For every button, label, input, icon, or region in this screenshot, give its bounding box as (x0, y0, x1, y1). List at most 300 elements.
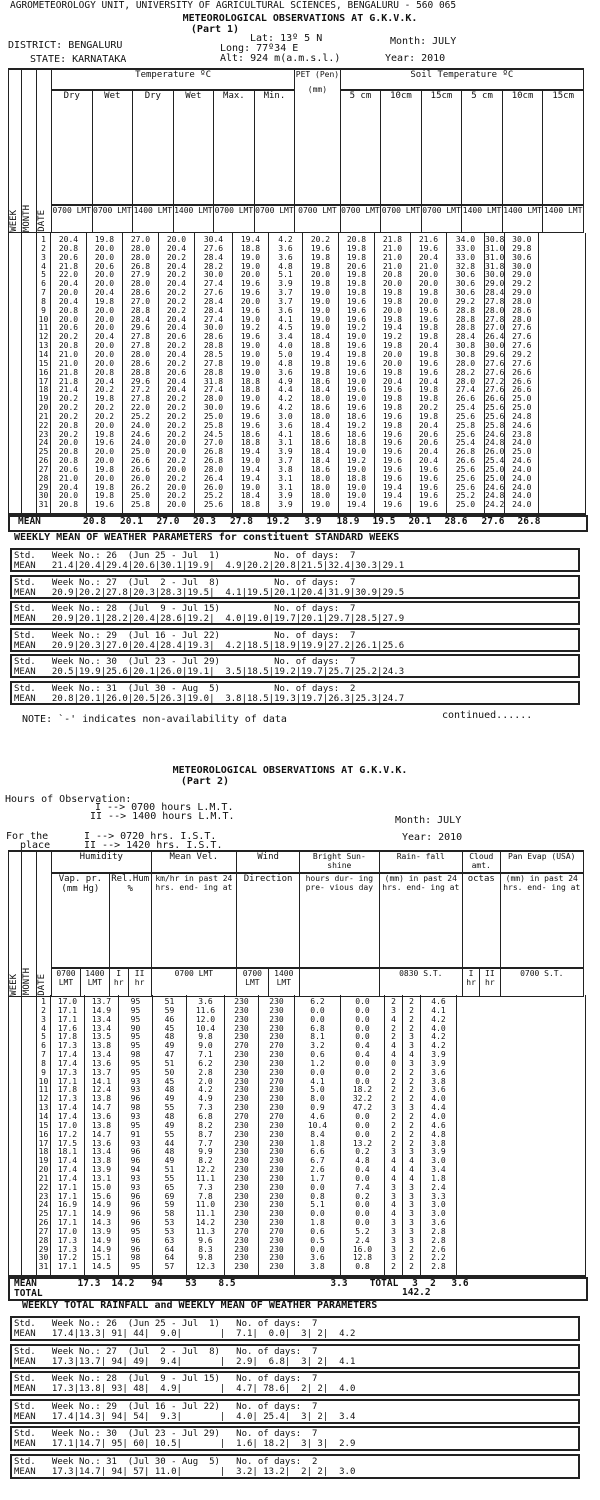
data-cell: 30.6 (455, 279, 476, 289)
data-cell: 16.9 (57, 1200, 78, 1210)
part1-header-table (8, 68, 584, 233)
data-cell: 20.4 (418, 456, 439, 466)
data-cell: 3 (409, 1058, 414, 1068)
data-cell: 31 (38, 1262, 49, 1272)
data-cell: 0.2 (355, 1191, 370, 1201)
data-cell: 5.2 (355, 1226, 370, 1236)
data-cell: 19.8 (418, 349, 439, 359)
part2-mean-row (8, 1277, 588, 1301)
data-cell: 25.0 (130, 491, 151, 501)
data-cell: 19.6 (310, 243, 331, 253)
data-cell: 25.0 (485, 473, 505, 483)
data-cell: 16 (38, 1129, 49, 1139)
data-cell: 28.0 (203, 464, 224, 474)
data-cell: 30.0 (203, 323, 224, 333)
data-cell: 4 (391, 1041, 396, 1051)
data-cell: 14 (38, 1111, 49, 1121)
date-col-header: DATE (37, 973, 47, 996)
data-cell: 18.6 (310, 438, 331, 448)
data-cell: 3.0 (431, 1200, 446, 1210)
data-cell: 2 (409, 1005, 414, 1015)
data-cell: 0.0 (355, 1076, 370, 1086)
part1-mean-row (8, 515, 588, 532)
data-cell: 30.4 (203, 235, 224, 244)
weekly-block (10, 1426, 580, 1451)
weekly-block (10, 654, 580, 678)
data-cell: 11.3 (195, 1226, 216, 1236)
data-cell: 28.8 (455, 305, 476, 315)
altitude: Alt: 924 m(a.m.s.l.) (220, 53, 341, 64)
date-col (37, 995, 51, 1275)
data-cell: 26 (38, 1218, 49, 1228)
weekly-mean-line: MEAN 20.9|20.2|27.8|20.3|28.3|19.5| 4.1|19.5|20.1|20.4|31.9|30.9|29.5 (14, 587, 405, 598)
data-cell: 49 (164, 1120, 175, 1130)
data-cell: 19.8 (418, 332, 439, 342)
data-cell: 4.4 (431, 1103, 446, 1113)
data-cell: 8.2 (198, 1120, 213, 1130)
part2-col-6 (259, 995, 295, 1275)
data-cell: 21.4 (58, 385, 79, 395)
data-cell: 230 (269, 1218, 284, 1228)
data-cell: 19.4 (240, 447, 261, 457)
data-cell: 27.0 (130, 235, 151, 244)
data-cell: 28.2 (203, 261, 224, 271)
mean-value (280, 1279, 316, 1299)
data-cell: 1.8 (310, 1218, 325, 1228)
data-cell: 3 (409, 1226, 414, 1236)
data-cell: 19.2 (240, 323, 261, 333)
data-cell: 230 (234, 1173, 249, 1183)
data-cell: 95 (130, 1262, 141, 1272)
data-cell: 20.4 (418, 252, 439, 262)
part2-col-1 (85, 995, 119, 1275)
data-cell: 20.0 (94, 420, 115, 430)
data-cell: 30.8 (455, 341, 476, 351)
data-cell: 28.5 (203, 349, 224, 359)
data-cell: 14.5 (91, 1262, 112, 1272)
mean-value: 27.6 (481, 516, 505, 527)
data-cell: 230 (234, 1244, 249, 1254)
rainfall-desc: (mm) in past 24 hrs. end- ing at (379, 873, 462, 968)
data-cell: 2 (409, 1094, 414, 1104)
data-cell: 4.2 (431, 1041, 446, 1051)
data-cell: 28.0 (455, 358, 476, 368)
data-cell: 19.6 (346, 296, 367, 306)
data-cell: 96 (130, 1209, 141, 1219)
data-cell: 4.2 (431, 1014, 446, 1024)
time-header: II hr (128, 968, 151, 996)
data-cell: 4 (391, 1173, 396, 1183)
time-header: 0700 S.T. (500, 968, 583, 996)
data-cell: 18.0 (310, 411, 331, 421)
data-cell: 3.7 (278, 456, 293, 466)
data-cell: 48 (164, 1147, 175, 1157)
data-cell: 93 (130, 1182, 141, 1192)
data-cell: 19.4 (382, 482, 403, 492)
data-cell: 23.8 (512, 429, 532, 439)
data-cell: 2 (409, 1129, 414, 1139)
data-cell: 0.8 (355, 1262, 370, 1272)
data-cell: 3.6 (278, 243, 293, 253)
data-cell: 13.2 (352, 1138, 373, 1148)
data-cell: 230 (269, 1032, 284, 1042)
data-cell: 5.0 (278, 349, 293, 359)
data-cell: 3.6 (278, 420, 293, 430)
data-cell: 3.6 (278, 305, 293, 315)
time-header: 1400 LMT (462, 205, 503, 233)
data-cell: 230 (269, 997, 284, 1006)
pet-header: PET (Pen) (295, 70, 340, 79)
data-cell: 23 (38, 429, 49, 439)
data-cell: 1 (41, 235, 46, 244)
part1-col-11 (447, 233, 485, 513)
data-cell: 20.2 (166, 296, 187, 306)
data-cell: 19.6 (240, 420, 261, 430)
weekly-mean-line: MEAN 17.3|13.7| 94| 49| 9.4| | 2.9| 6.8| 3| 2| 4.1 (14, 1356, 356, 1367)
data-cell: 28.0 (485, 305, 505, 315)
data-cell: 4 (391, 1050, 396, 1060)
data-cell: 27.2 (485, 376, 505, 386)
data-cell: 24.6 (512, 420, 532, 430)
data-cell: 19.6 (346, 314, 367, 324)
data-cell: 20.0 (94, 358, 115, 368)
data-cell: 22 (38, 1182, 49, 1192)
week-col (9, 995, 22, 1275)
data-cell: 0.0 (355, 1120, 370, 1130)
data-cell: 28.0 (512, 296, 532, 306)
data-cell: 4.2 (278, 235, 293, 244)
data-cell: 24.0 (512, 491, 532, 501)
data-cell: 0.0 (355, 1032, 370, 1042)
data-cell: 27.6 (485, 367, 505, 377)
data-cell: 13.7 (91, 1067, 112, 1077)
data-cell: 28.4 (455, 332, 476, 342)
data-cell: 9 (41, 305, 46, 315)
data-cell: 95 (130, 1041, 141, 1051)
data-cell: 26.4 (485, 332, 505, 342)
weekly-header-line: Std. Week No.: 27 (Jul 2 - Jul 8) No. of days: 7 (14, 1346, 318, 1357)
data-cell: 9.8 (198, 1032, 213, 1042)
data-cell: 27.6 (512, 332, 532, 342)
part1-col-5 (233, 233, 269, 513)
data-cell: 48 (164, 1085, 175, 1095)
data-cell: 20.2 (166, 456, 187, 466)
data-cell: 55 (164, 1103, 175, 1113)
data-cell: 2 (409, 1120, 414, 1130)
data-cell: 12 (38, 332, 49, 342)
data-cell: 49 (164, 1156, 175, 1166)
data-cell: 49 (164, 1041, 175, 1051)
data-cell: 95 (130, 997, 141, 1006)
data-cell: 65 (164, 1182, 175, 1192)
year-label: Year: 2010 (385, 53, 446, 64)
data-cell: 19.6 (240, 403, 261, 413)
data-cell: 14.7 (91, 1103, 112, 1113)
data-cell: 13.8 (91, 1094, 112, 1104)
data-cell: 230 (269, 1058, 284, 1068)
data-cell: 26.0 (203, 482, 224, 492)
data-cell: 12.0 (195, 1014, 216, 1024)
data-cell: 9 (41, 1067, 46, 1077)
data-cell: 20.0 (382, 358, 403, 368)
data-cell: 20.8 (346, 235, 367, 244)
data-cell: 26 (38, 456, 49, 466)
weekly-mean-line: MEAN 17.1|14.7| 95| 60| 10.5| | 1.6| 18.2| 3| 3| 2.9 (14, 1439, 356, 1449)
data-cell: 44 (164, 1138, 175, 1148)
data-cell: 17 (38, 376, 49, 386)
data-cell: 25.8 (455, 420, 476, 430)
data-cell: 20.0 (418, 279, 439, 289)
data-cell: 19 (38, 1156, 49, 1166)
part1-means (76, 517, 586, 530)
data-cell: 8.4 (310, 1129, 325, 1139)
data-cell: 19.6 (240, 332, 261, 342)
data-cell: 2 (409, 1076, 414, 1086)
data-cell: 58 (164, 1209, 175, 1219)
data-cell: 2 (391, 1076, 396, 1086)
data-cell: 19.0 (240, 261, 261, 271)
data-cell: 230 (234, 1067, 249, 1077)
data-cell: 47.2 (352, 1103, 373, 1113)
part1-col-12 (505, 233, 539, 513)
data-cell: 5 (41, 270, 46, 280)
data-cell: 24.2 (485, 500, 505, 510)
data-cell: 11.1 (195, 1173, 216, 1183)
data-cell: 20.4 (166, 385, 187, 395)
data-cell: 25 (38, 1209, 49, 1219)
mean-value: 19.2 (266, 516, 290, 527)
data-cell: 20.0 (166, 482, 187, 492)
data-cell: 21.0 (58, 358, 79, 368)
data-cell: 25.0 (455, 500, 476, 510)
data-cell: 3 (409, 1032, 414, 1042)
data-cell: 7.4 (355, 1182, 370, 1192)
data-cell: 230 (269, 1050, 284, 1060)
data-cell: 3.4 (278, 332, 293, 342)
data-cell: 2.8 (431, 1262, 446, 1272)
data-cell: 20.6 (346, 261, 367, 271)
data-cell: 96 (130, 1147, 141, 1157)
data-cell: 230 (234, 1050, 249, 1060)
rainfall-total: 142.2 (402, 1287, 431, 1298)
rainfall-header: Rain- fall (379, 851, 462, 873)
data-cell: 19.4 (382, 491, 403, 501)
soil-temperature-group-header: Soil Temperature ºC (340, 69, 583, 90)
data-cell: 3.3 (431, 1191, 446, 1201)
data-cell: 20.4 (58, 482, 79, 492)
data-cell: 0.0 (310, 1209, 325, 1219)
data-cell: 31.0 (485, 243, 505, 253)
data-cell: 6.7 (310, 1156, 325, 1166)
pan-evap-desc: (mm) in past 24 hrs. end- ing at (500, 873, 583, 968)
data-cell: 18.4 (310, 332, 331, 342)
wind-velocity-desc: km/hr in past 24 hrs. end- ing at (151, 873, 237, 968)
data-cell: 22.0 (58, 270, 79, 280)
data-cell: 20.4 (94, 376, 115, 386)
data-cell: 98 (130, 1103, 141, 1113)
data-cell: 3 (409, 1182, 414, 1192)
data-cell: 25.2 (455, 491, 476, 501)
time-header: 0700 LMT (340, 205, 381, 233)
cloud-amount-header: Cloud amt. (462, 851, 500, 873)
data-cell: 19.6 (382, 473, 403, 483)
hours-obs-2: II --> 1400 hours L.M.T. (90, 811, 235, 822)
relative-humidity-unit: % (127, 884, 133, 894)
data-cell: 28.2 (455, 367, 476, 377)
data-cell: 26.0 (485, 447, 505, 457)
data-cell: 230 (234, 1085, 249, 1095)
data-cell: 19.6 (382, 438, 403, 448)
data-cell: 13.5 (91, 1032, 112, 1042)
data-cell: 19.8 (94, 464, 115, 474)
data-cell: 49 (164, 1094, 175, 1104)
part2-data-body (8, 995, 586, 1277)
data-cell: 3.1 (278, 473, 293, 483)
data-cell: 19.0 (240, 367, 261, 377)
data-cell: 230 (269, 1014, 284, 1024)
data-cell: 26.6 (130, 456, 151, 466)
weekly-block (10, 601, 580, 625)
data-cell: 2 (409, 1138, 414, 1148)
data-cell: 25 (38, 447, 49, 457)
data-cell: 20.8 (58, 243, 79, 253)
data-cell: 17.0 (57, 1120, 78, 1130)
data-cell: 19.8 (94, 235, 115, 244)
data-cell: 18.6 (346, 429, 367, 439)
data-cell: 230 (234, 1076, 249, 1086)
data-cell: 96 (130, 1200, 141, 1210)
data-cell: 3 (391, 1235, 396, 1245)
weekly-block (10, 1344, 580, 1369)
data-cell: 3.1 (278, 482, 293, 492)
data-cell: 270 (269, 1111, 284, 1121)
data-cell: 230 (269, 1156, 284, 1166)
month-col (22, 995, 37, 1275)
data-cell: 24 (38, 1200, 49, 1210)
data-cell: 3.9 (278, 447, 293, 457)
data-cell: 19.8 (346, 243, 367, 253)
data-cell: 19.6 (418, 491, 439, 501)
data-cell: 26.2 (130, 482, 151, 492)
data-cell: 230 (269, 1129, 284, 1139)
time-header: 0700 LMT (151, 968, 237, 996)
data-cell: 19.8 (310, 358, 331, 368)
time-header: I hr (462, 968, 479, 996)
data-cell: 3.6 (278, 367, 293, 377)
data-cell: 5 (41, 1032, 46, 1042)
mean-value: 28.6 (444, 516, 468, 527)
data-cell: 15.1 (91, 1253, 112, 1263)
data-cell: 12 (38, 1094, 49, 1104)
data-cell: 28.6 (203, 332, 224, 342)
data-cell: 17.1 (57, 1209, 78, 1219)
data-cell: 25.8 (130, 500, 151, 510)
part1-col-7 (303, 233, 339, 513)
data-cell: 95 (130, 1067, 141, 1077)
data-cell: 0.2 (355, 1147, 370, 1157)
data-cell: 4.2 (431, 1032, 446, 1042)
data-cell: 30.0 (203, 270, 224, 280)
mean-value: 26.8 (517, 516, 541, 527)
data-cell: 27.0 (203, 438, 224, 448)
note: NOTE: `-' indicates non-availability of data (22, 714, 287, 725)
data-cell: 17.8 (57, 1032, 78, 1042)
data-cell: 20.2 (58, 394, 79, 404)
mean-value: 3.3 (330, 1278, 348, 1289)
data-cell: 3.2 (310, 1041, 325, 1051)
col-header-soil-10cm-pm: 10cm (502, 90, 543, 205)
data-cell: 20.0 (94, 243, 115, 253)
data-cell: 27.4 (203, 279, 224, 289)
data-cell: 26.8 (203, 447, 224, 457)
data-cell: 2 (409, 1067, 414, 1077)
data-cell: 20.2 (166, 411, 187, 421)
data-cell: 5.1 (310, 1200, 325, 1210)
data-cell: 13.6 (91, 1138, 112, 1148)
data-cell: 2 (409, 1014, 414, 1024)
data-cell: 0.8 (310, 1191, 325, 1201)
data-cell: 18.8 (240, 500, 261, 510)
data-cell: 20.2 (166, 305, 187, 315)
data-cell: 28.4 (203, 252, 224, 262)
data-cell: 7.1 (198, 1050, 213, 1060)
data-cell: 12.8 (352, 1253, 373, 1263)
data-cell: 18.6 (310, 429, 331, 439)
continued-label: continued...... (442, 710, 533, 721)
data-cell: 7.3 (198, 1182, 213, 1192)
data-cell: 20.2 (58, 403, 79, 413)
data-cell: 20.0 (418, 296, 439, 306)
data-cell: 24.6 (130, 429, 151, 439)
data-cell: 25.0 (130, 447, 151, 457)
data-cell: 10 (38, 1076, 49, 1086)
weekly-header-line: Std. Week No.: 31 (Jul 30 - Aug 5) No. of days: 2 (14, 1456, 318, 1467)
data-cell: 25.6 (455, 464, 476, 474)
week-col (9, 233, 22, 513)
data-cell: 20.4 (382, 376, 403, 386)
data-cell: 3.9 (431, 1147, 446, 1157)
data-cell: 19.8 (310, 367, 331, 377)
data-cell: 230 (269, 1244, 284, 1254)
data-cell: 20.0 (94, 270, 115, 280)
data-cell: 11.0 (195, 1200, 216, 1210)
data-cell: 0.0 (355, 1218, 370, 1228)
data-cell: 4.4 (278, 385, 293, 395)
data-cell: 30.0 (485, 341, 505, 351)
data-cell: 20.2 (94, 411, 115, 421)
weekly-header-line: Std. Week No.: 28 (Jul 9 - Jul 15) No. of days: 7 (14, 604, 356, 614)
time-header: 0700 LMT (92, 205, 133, 233)
data-cell: 10.4 (307, 1120, 328, 1130)
data-cell: 3 (391, 1191, 396, 1201)
data-cell: 4.1 (278, 429, 293, 439)
data-cell: 96 (130, 1244, 141, 1254)
data-cell: 95 (130, 1014, 141, 1024)
data-cell: 230 (269, 1085, 284, 1095)
weekly-block (10, 1399, 580, 1424)
data-cell: 18.8 (310, 341, 331, 351)
data-cell: 28.8 (455, 323, 476, 333)
data-cell: 8.7 (198, 1129, 213, 1139)
data-cell: 19.8 (382, 296, 403, 306)
data-cell: 91 (130, 1129, 141, 1139)
data-cell: 230 (234, 1005, 249, 1015)
data-cell: 27.2 (130, 385, 151, 395)
data-cell: 27.4 (455, 385, 476, 395)
data-cell: 4.1 (278, 314, 293, 324)
data-cell: 28.0 (203, 394, 224, 404)
data-cell: 19.8 (346, 270, 367, 280)
